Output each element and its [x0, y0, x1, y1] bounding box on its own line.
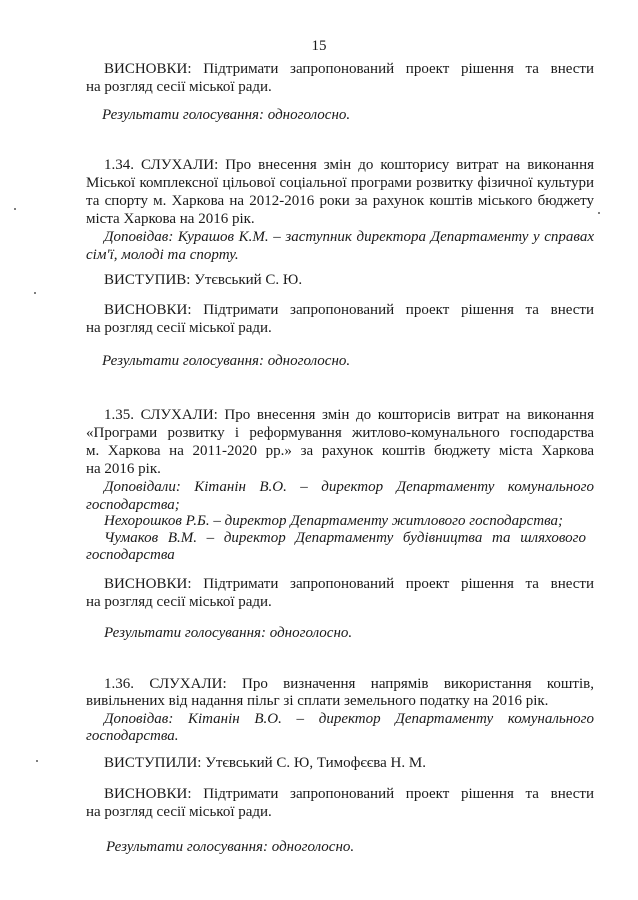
- conclusion-text: ВИСНОВКИ: Підтримати запропонований проект рішення та внести: [104, 786, 594, 802]
- conclusion-text: на розгляд сесії міської ради.: [86, 594, 272, 610]
- item-text: Міської комплексної цільової соціальної програми розвитку фізичної культури: [86, 175, 594, 191]
- item-heard-heading: 1.36. СЛУХАЛИ: Про визначення напрямів використання коштів,: [104, 676, 594, 692]
- reporter-text: Нехорошков Р.Б. – директор Департаменту житлового господарства;: [104, 513, 564, 529]
- conclusion-text: ВИСНОВКИ: Підтримати запропонований проект рішення та внести: [104, 576, 594, 592]
- speaker-text: ВИСТУПИВ: Утєвський С. Ю.: [104, 272, 303, 288]
- scan-speck: [36, 760, 38, 762]
- scan-speck: [598, 212, 600, 214]
- vote-result: Результати голосування: одноголосно.: [102, 353, 351, 369]
- page-number: 15: [311, 38, 327, 54]
- item-heard-heading: 1.35. СЛУХАЛИ: Про внесення змін до кошторисів витрат на виконання: [104, 407, 594, 423]
- conclusion-text: ВИСНОВКИ: Підтримати запропонований проект рішення та внести: [104, 61, 594, 77]
- speaker-text: ВИСТУПИЛИ: Утєвський С. Ю, Тимофєєва Н. М.: [104, 755, 426, 771]
- item-text: на 2016 рік.: [86, 461, 161, 477]
- scan-speck: [34, 292, 36, 294]
- reporter-text: Доповідали: Кітанін В.О. – директор Департаменту комунального: [104, 479, 594, 495]
- vote-result: Результати голосування: одноголосно.: [106, 839, 355, 855]
- item-text: міста Харкова на 2016 рік.: [86, 211, 255, 227]
- item-text: вивільнених від надання пільг зі сплати земельного податку на 2016 рік.: [86, 693, 549, 709]
- conclusion-text: на розгляд сесії міської ради.: [86, 79, 272, 95]
- reporter-text: сім'ї, молоді та спорту.: [86, 247, 239, 263]
- reporter-text: господарства: [86, 547, 175, 563]
- scan-speck: [14, 208, 16, 210]
- conclusion-text: на розгляд сесії міської ради.: [86, 320, 272, 336]
- item-text: м. Харкова на 2011-2020 рр.» за рахунок коштів бюджету міста Харкова: [86, 443, 594, 459]
- reporter-text: Доповідав: Кітанін В.О. – директор Департаменту комунального: [104, 711, 594, 727]
- item-text: «Програми розвитку і реформування житлово-комунального господарства: [86, 425, 594, 441]
- conclusion-text: ВИСНОВКИ: Підтримати запропонований проект рішення та внести: [104, 302, 594, 318]
- reporter-text: господарства.: [86, 728, 179, 744]
- item-heard-heading: 1.34. СЛУХАЛИ: Про внесення змін до кошторису витрат на виконання: [104, 157, 594, 173]
- item-text: та спорту м. Харкова на 2012-2016 роки за рахунок коштів міського бюджету: [86, 193, 594, 209]
- vote-result: Результати голосування: одноголосно.: [102, 107, 351, 123]
- vote-result: Результати голосування: одноголосно.: [104, 625, 353, 641]
- reporter-text: Доповідав: Курашов К.М. – заступник директора Департаменту у справах: [104, 229, 594, 245]
- reporter-text: господарства;: [86, 497, 180, 513]
- conclusion-text: на розгляд сесії міської ради.: [86, 804, 272, 820]
- reporter-text: Чумаков В.М. – директор Департаменту будівництва та шляхового: [104, 530, 586, 546]
